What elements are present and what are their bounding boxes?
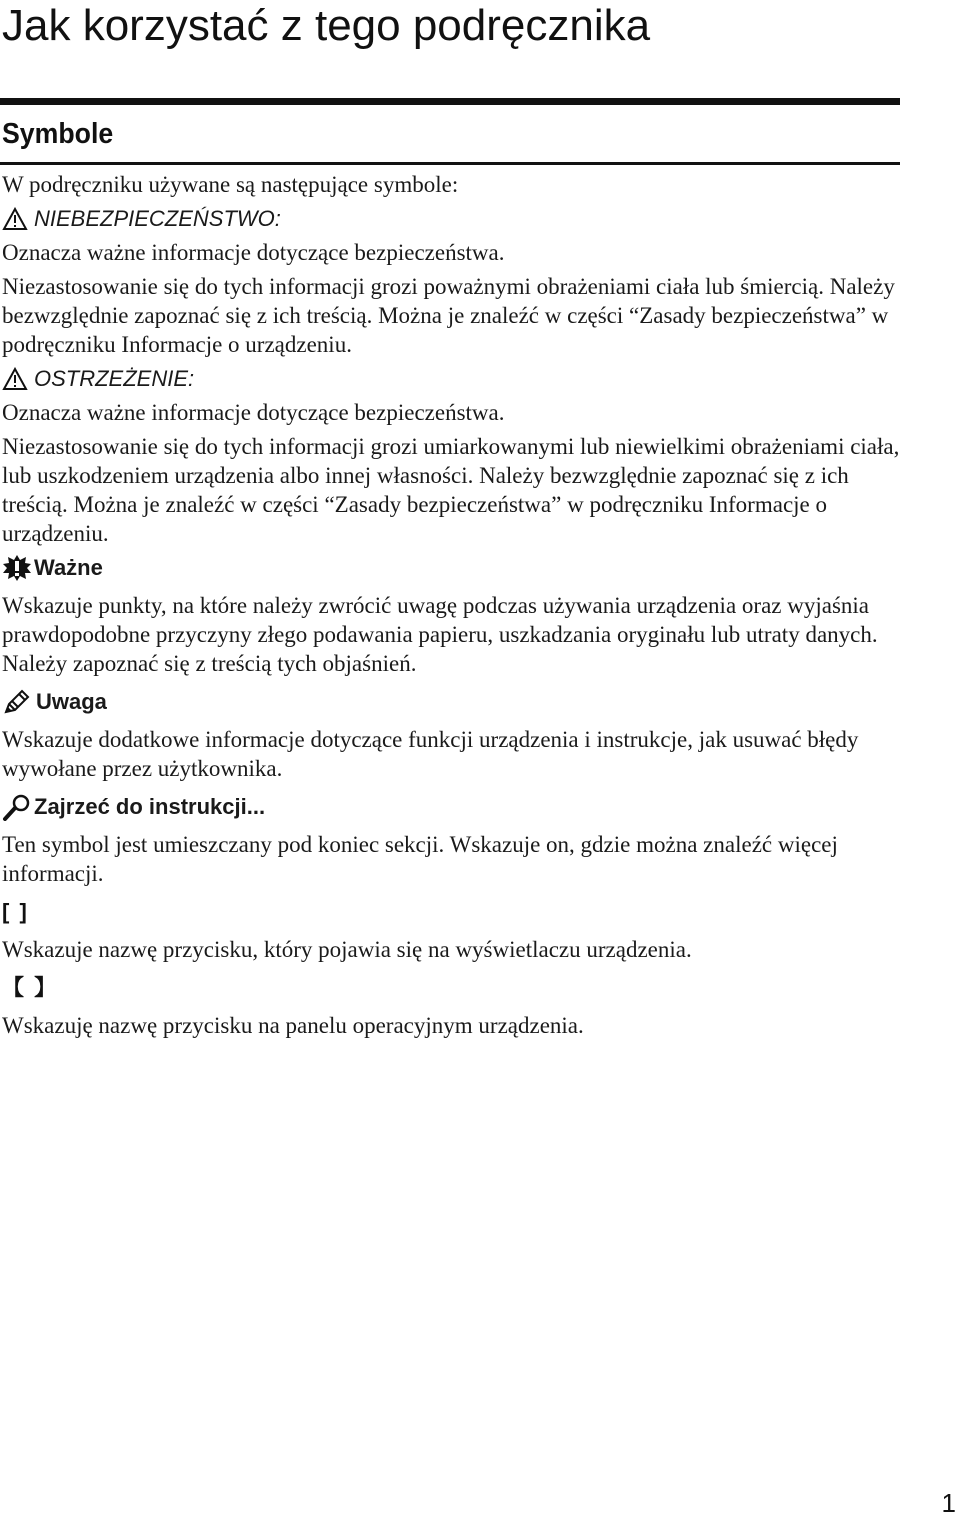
magnifier-icon [2, 793, 32, 821]
pencil-icon [2, 688, 32, 716]
title-rule [0, 98, 900, 105]
reference-label-row [2, 792, 902, 821]
reference-label: Zajrzeć do instrukcji... [34, 794, 266, 819]
important-label: Ważne [34, 555, 103, 580]
danger-line1: Oznacza ważne informacje dotyczące bezpieczeństwa. [2, 240, 505, 265]
panel-key-symbol: 【 】 [2, 975, 59, 1000]
panel-key-text: Wskazuję nazwę przycisku na panelu operacyjnym urządzenia. [2, 1013, 584, 1038]
important-label-row [2, 553, 902, 582]
page-title: Jak korzystać z tego podręcznika [2, 1, 651, 50]
danger-line2: Niezastosowanie się do tych informacji grozi poważnymi obrażeniami ciała lub śmiercią. Należy bezwzględnie zapoznać się z ich treścią. Można je znaleźć w części “Zasady bezpieczeństwa” w podręczniku Informacje o urządzeniu. [2, 274, 895, 357]
danger-label: NIEBEZPIECZEŃSTWO: [34, 206, 281, 231]
display-key-text: Wskazuje nazwę przycisku, który pojawia się na wyświetlaczu urządzenia. [2, 937, 692, 962]
note-label: Uwaga [36, 689, 107, 714]
caution-label-row [2, 364, 902, 393]
warning-triangle-icon [2, 207, 28, 231]
display-key-symbol: [ ] [2, 899, 29, 924]
caution-line2: Niezastosowanie się do tych informacji grozi umiarkowanymi lub niewielkimi obrażeniami ciała, lub uszkodzeniem urządzenia albo innej własności. Należy bezwzględnie zapoznać się z ich treścią. Można je znaleźć w części “Zasady bezpieczeństwa” w podręczniku Informacje o urządzeniu. [2, 434, 900, 546]
caution-line1: Oznacza ważne informacje dotyczące bezpieczeństwa. [2, 400, 505, 425]
intro-text: W podręczniku używane są następujące symbole: [2, 172, 459, 197]
section-heading: Symbole [2, 118, 114, 150]
important-text: Wskazuje punkty, na które należy zwrócić uwagę podczas używania urządzenia oraz wyjaśnia prawdopodobne przyczyny złego podawania papieru, uszkadzania oryginału lub utraty danych. Należy zapoznać się z treścią tych objaśnień. [2, 593, 878, 676]
symbols-section [2, 170, 902, 1040]
reference-text: Ten symbol jest umieszczany pod koniec sekcji. Wskazuje on, gdzie można znaleźć więcej informacji. [2, 832, 838, 886]
danger-label-row [2, 204, 902, 233]
warning-triangle-icon [2, 367, 28, 391]
caution-label: OSTRZEŻENIE: [34, 366, 195, 391]
section-rule [0, 162, 900, 165]
note-text: Wskazuje dodatkowe informacje dotyczące funkcji urządzenia i instrukcje, jak usuwać błędy wywołane przez użytkownika. [2, 727, 859, 781]
exclamation-burst-icon [2, 554, 32, 582]
note-label-row [2, 687, 902, 716]
page-number: 1 [941, 1488, 956, 1518]
